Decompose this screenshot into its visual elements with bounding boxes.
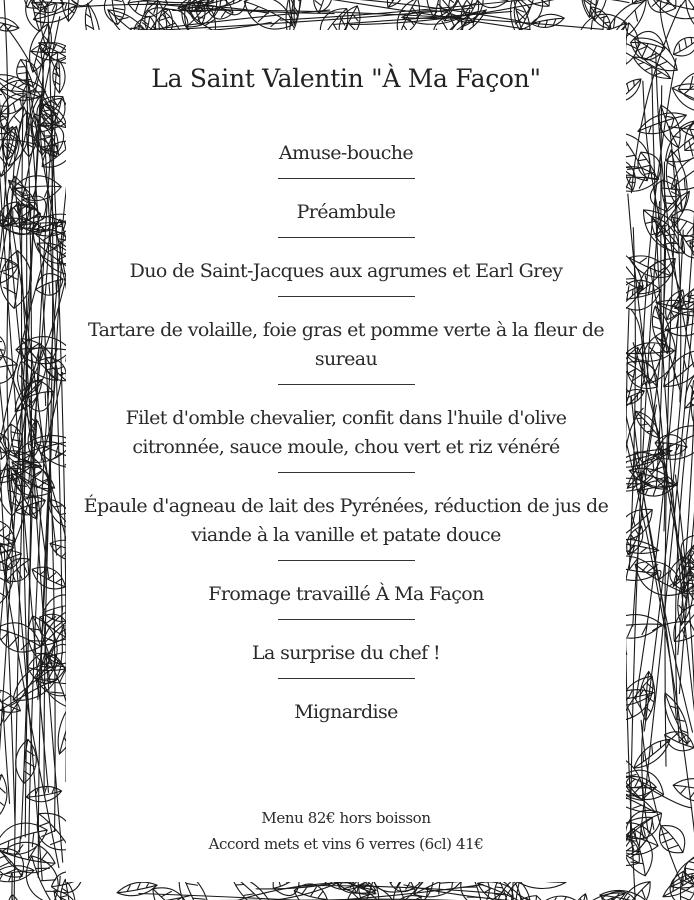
course-fromage: Fromage travaillé À Ma Façon [208, 583, 484, 605]
course-divider [278, 237, 415, 238]
course-list [66, 139, 626, 727]
course-amuse-bouche: Amuse-bouche [278, 142, 414, 164]
menu-card [66, 30, 626, 882]
course-divider [278, 384, 415, 385]
menu-title: La Saint Valentin "À Ma Façon" [151, 64, 541, 93]
course-agneau: Épaule d'agneau de lait des Pyrénées, réduction de jus de viande à la vanille et patate douce [83, 495, 609, 546]
course-tartare: Tartare de volaille, foie gras et pomme verte à la fleur de sureau [87, 319, 605, 370]
course-saint-jacques: Duo de Saint-Jacques aux agrumes et Earl Grey [129, 260, 563, 282]
menu-price: Menu 82€ hors boisson [261, 809, 431, 827]
course-item [66, 316, 626, 385]
course-mignardise: Mignardise [294, 701, 398, 723]
pricing-footer [66, 805, 626, 857]
course-divider [278, 296, 415, 297]
course-item [66, 492, 626, 561]
course-item [66, 639, 626, 679]
course-divider [278, 178, 415, 179]
course-divider [278, 619, 415, 620]
course-item [66, 198, 626, 238]
course-omble: Filet d'omble chevalier, confit dans l'huile d'olive citronnée, sauce moule, chou vert et riz vénéré [125, 407, 567, 458]
course-item [66, 580, 626, 620]
course-divider [278, 678, 415, 679]
course-item [66, 698, 626, 727]
course-divider [278, 472, 415, 473]
course-surprise: La surprise du chef ! [251, 642, 441, 664]
course-item [66, 139, 626, 179]
course-item [66, 257, 626, 297]
course-item [66, 404, 626, 473]
course-divider [278, 560, 415, 561]
wine-pairing-price: Accord mets et vins 6 verres (6cl) 41€ [208, 835, 484, 853]
course-preambule: Préambule [296, 201, 396, 223]
